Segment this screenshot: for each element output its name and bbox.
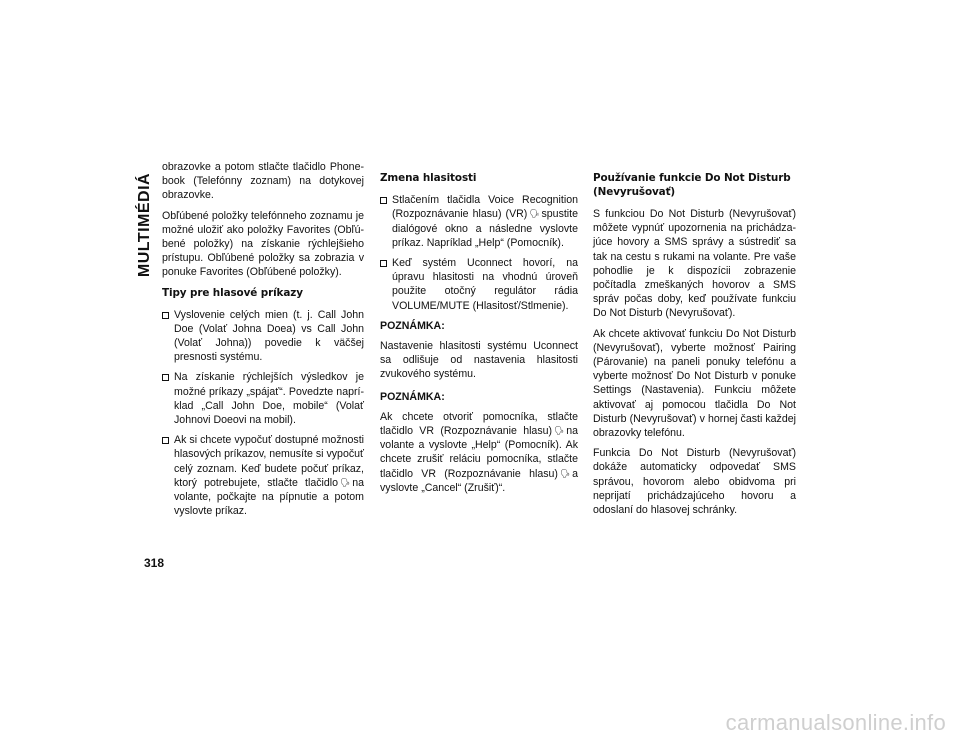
note-text: Nastavenie hlasitosti systému Uconnect sa odlišuje od nastavenia hlasitosti zvukového systému. bbox=[380, 339, 578, 381]
list-item bbox=[380, 193, 578, 250]
paragraph: Obľúbené položky telefónneho zoznamu je možné uložiť ako položky Favorites (Obľúbené položky) na získanie rýchlejšieho prístupu. Obľúbené položky sa zobrazia v ponuke Favorites (Obľúbené položky). bbox=[162, 209, 364, 279]
section-heading: Zmena hlasitosti bbox=[380, 172, 477, 184]
page-number: 318 bbox=[144, 556, 165, 570]
list-item bbox=[162, 308, 364, 365]
list-item-text: na volante, počkajte na pípnutie a potom vyslovte príkaz. bbox=[174, 476, 364, 518]
note-title: POZNÁMKA: bbox=[380, 390, 445, 403]
bullet-list bbox=[380, 193, 578, 313]
section-side-tab bbox=[136, 170, 154, 280]
paragraph: Funkcia Do Not Disturb (Nevyrušovať) dokáže automaticky odpovedať SMS správou, hovorom alebo obidvoma pri neprijatí prichádzajúceho hovoru a odoslaní do hlasovej schránky. bbox=[593, 447, 796, 517]
column-3 bbox=[593, 171, 796, 523]
section-label: MULTIMÉDIÁ bbox=[136, 172, 153, 278]
column-2 bbox=[380, 171, 578, 503]
note-text bbox=[380, 410, 578, 495]
bullet-list bbox=[162, 308, 364, 519]
list-item-text: spustite dialógové okno a následne vyslovte príkaz. Napríklad „Help“ (Pomocník). bbox=[392, 208, 578, 249]
list-item bbox=[380, 256, 578, 313]
voice-recognition-cancel-icon: 🗣 bbox=[559, 468, 571, 478]
section-heading: Používanie funkcie Do Not Disturb (Nevyrušovať) bbox=[593, 172, 791, 198]
paragraph: Ak chcete aktivovať funkciu Do Not Disturb (Nevyrušovať), vyberte možnosť Pairing (Párovanie) na paneli ponuky telefónu a vyberte možnosť Do Not Disturb v ponuke Settings (Nastavenia). Funkciu môžete aktivovať aj pomocou tlačidla Do Not Disturb (Nevyrušovať) v hornej časti každej obrazovky telefónu. bbox=[593, 327, 796, 440]
square-bullet-icon bbox=[162, 437, 169, 444]
list-item-text: Stlačením tlačidla Voice Recognition (Rozpoznávanie hlasu) (VR) bbox=[392, 194, 578, 221]
list-item bbox=[162, 433, 364, 518]
voice-recognition-icon: 🗣 bbox=[529, 209, 540, 219]
column-1 bbox=[162, 160, 364, 525]
note-text-part: na volante a vyslovte „Help“ (Pomocník). Ak chcete zrušiť reláciu pomocníka, stlačte tlačidlo VR (Rozpoznávanie hlasu) bbox=[380, 424, 578, 480]
square-bullet-icon bbox=[162, 374, 169, 381]
list-item-text: Na získanie rýchlejších výsledkov je možné príkazy „spájať“. Povedzte napríklad „Call John Doe, mobile“ (Volať Johnovi Doeovi na mobil). bbox=[174, 371, 364, 427]
section-heading: Tipy pre hlasové príkazy bbox=[162, 286, 303, 299]
paragraph: obrazovke a potom stlačte tlačidlo Phonebook (Telefónny zoznam) na dotykovej obrazovke. bbox=[162, 161, 364, 202]
square-bullet-icon bbox=[162, 312, 169, 319]
list-item-text: Vyslovenie celých mien (t. j. Call John Doe (Volať Johna Doea) vs Call John (Volať Johna)) povedie k väčšej presnosti systému. bbox=[174, 308, 364, 364]
square-bullet-icon bbox=[380, 197, 387, 204]
voice-recognition-icon: 🗣 bbox=[554, 426, 565, 436]
list-item-text: Keď systém Uconnect hovorí, na úpravu hlasitosti na vhodnú úroveň použite otočný regulátor rádia VOLUME/MUTE (Hlasitosť/Stlmenie). bbox=[392, 256, 578, 312]
square-bullet-icon bbox=[380, 260, 387, 267]
watermark: carmanualsonline.info bbox=[725, 710, 946, 735]
note-title: POZNÁMKA: bbox=[380, 319, 445, 332]
list-item-text: Ak si chcete vypočuť dostupné možnosti hlasových príkazov, nemusíte si vypočuť celý zoznam. Keď budete počuť príkaz, ktorý potrebujete, stlačte tlačidlo bbox=[174, 434, 364, 489]
voice-recognition-icon: 🗣 bbox=[340, 477, 351, 487]
list-item bbox=[162, 370, 364, 427]
note-text-part: a vyslovte „Cancel“ (Zrušiť)“. bbox=[380, 467, 578, 494]
note-text-part: Ak chcete otvoriť pomocníka, stlačte tlačidlo VR (Rozpoznávanie hlasu) bbox=[380, 410, 578, 437]
paragraph: S funkciou Do Not Disturb (Nevyrušovať) môžete vypnúť upozornenia na prichádzajúce hovory a SMS správy a sústrediť sa tak na cestu s rukami na volante. Pre vaše pohodlie je k dispozícii zobrazenie počítadla zmeškaných hovorov a SMS správ počas doby, keď používate funkciu Do Not Disturb (Nevyrušovať). bbox=[593, 208, 796, 320]
